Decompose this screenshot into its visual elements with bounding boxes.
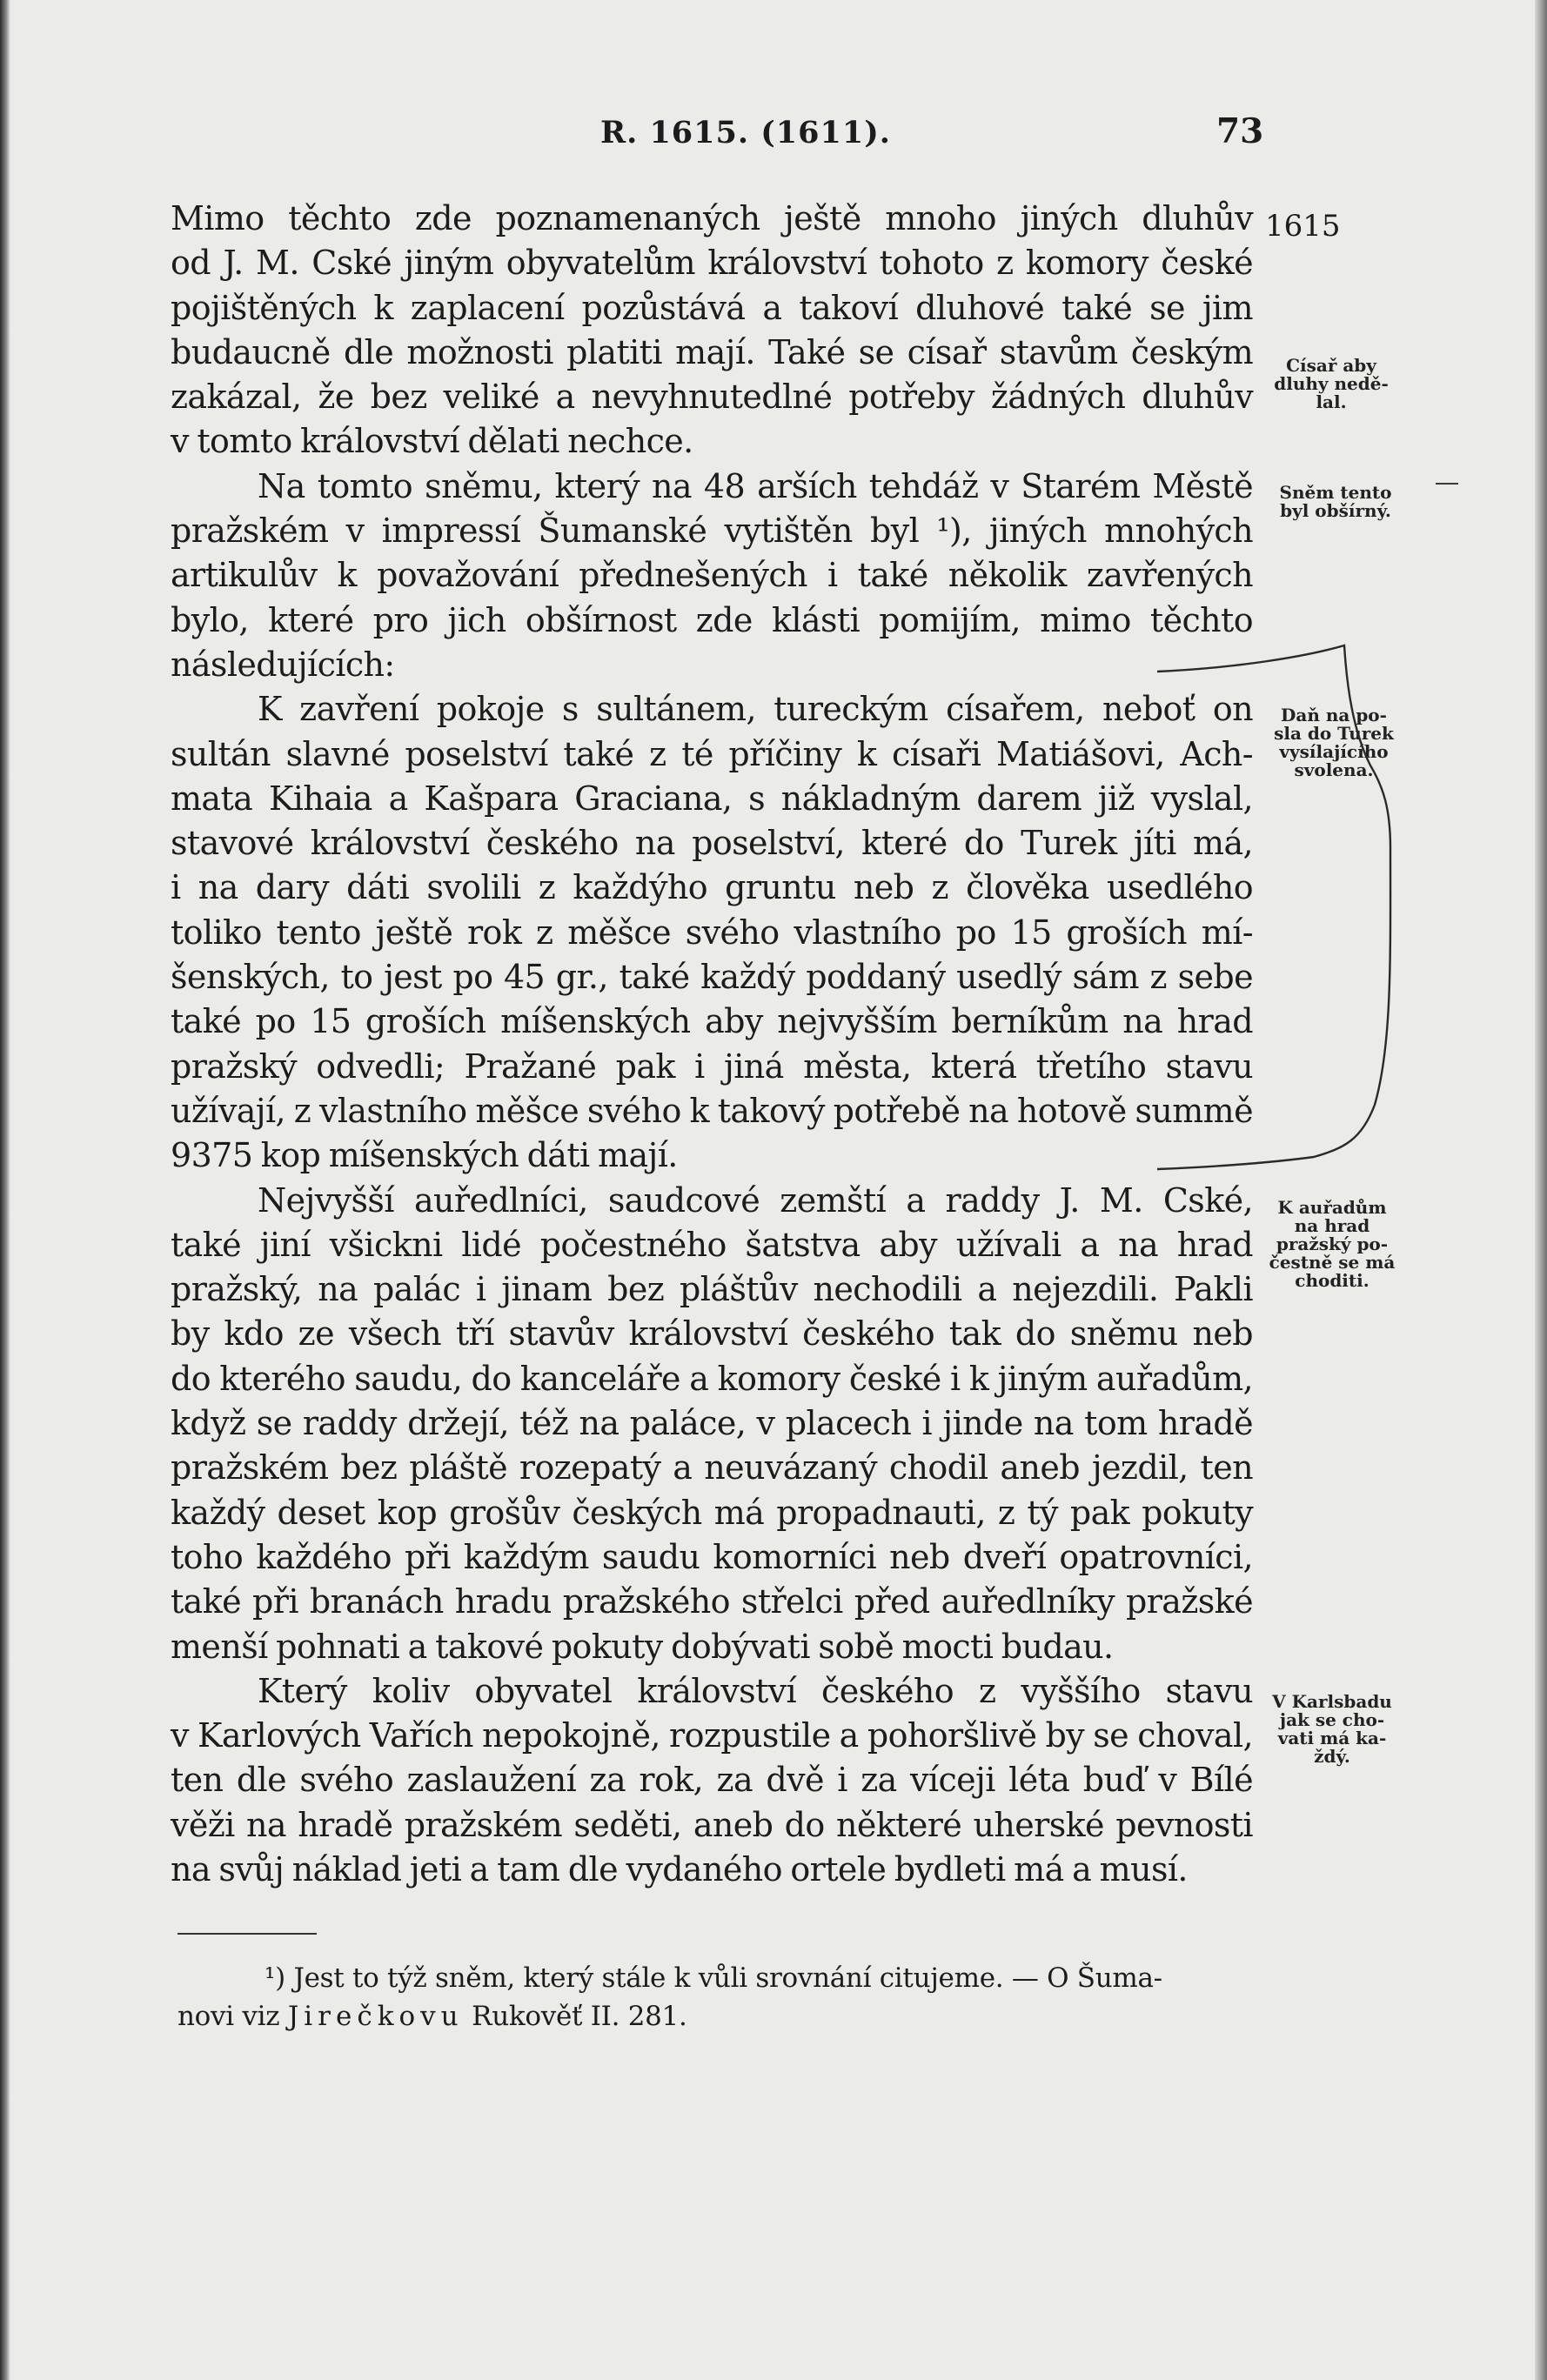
footnote-author: Jirečkovu xyxy=(287,2001,464,2032)
footnote-line xyxy=(177,1997,1249,2036)
margin-note-line: V Karlsbadu xyxy=(1272,1691,1392,1712)
text-line: toliko tento ještě rok z měšce svého vlastního po 15 groších mí- xyxy=(171,913,1253,952)
text-line: pražském bez pláště rozepatý a neuvázaný chodil aneb jezdil, ten xyxy=(171,1448,1253,1488)
margin-note-line: vysílajícího xyxy=(1279,741,1389,762)
text-line: také po 15 groších míšenských aby nejvyšším berníkům na hrad xyxy=(171,1002,1253,1041)
margin-note-line: choditi. xyxy=(1295,1270,1370,1291)
footnote-text: Rukověť II. 281. xyxy=(463,2001,687,2032)
footnote-text: novi viz xyxy=(177,2001,288,2032)
text-line: Na tomto sněmu, který na 48 arších tehdáž v Starém Městě xyxy=(258,466,1253,505)
text-line: pojištěných k zaplacení pozůstává a takoví dluhové také se jim xyxy=(171,288,1253,327)
text-line: pražský odvedli; Pražané pak i jiná města, která třetího stavu xyxy=(171,1046,1253,1086)
text-line: toho každého při každým saudu komorníci neb dveří opatrovníci, xyxy=(171,1537,1253,1576)
text-line: také jiní všickni lidé počestného šatstva aby užívali a na hrad xyxy=(171,1225,1253,1264)
text-line: zakázal, že bez veliké a nevyhnutedlné potřeby žádných dluhův xyxy=(171,378,1253,417)
margin-note-line: vati má ka- xyxy=(1277,1728,1387,1748)
margin-note-line: svolena. xyxy=(1294,759,1374,780)
text-line: Nejvyšší auředlníci, saudcové zemští a raddy J. M. Cské, xyxy=(258,1180,1253,1220)
margin-note-line: Sněm tento xyxy=(1279,482,1392,503)
text-line: věži na hradě pražském seděti, aneb do některé uherské pevnosti xyxy=(171,1805,1253,1844)
text-line: každý deset kop grošův českých má propadnauti, z tý pak pokuty xyxy=(171,1493,1253,1532)
margin-note-line: na hrad xyxy=(1294,1215,1370,1236)
text-line: 9375 kop míšenských dáti mají. xyxy=(171,1136,678,1175)
page-number: 73 xyxy=(1216,111,1264,151)
text-line: v Karlových Vařích nepokojně, rozpustile a pohoršlivě by se choval, xyxy=(171,1716,1253,1755)
margin-note-line: byl obšírný. xyxy=(1280,500,1391,521)
text-line: šenských, to jest po 45 gr., také každý poddaný usedlý sám z sebe xyxy=(171,958,1253,997)
text-line: následujících: xyxy=(171,645,395,684)
text-line: artikulův k považování přednešených i také několik zavřených xyxy=(171,556,1253,595)
text-line: na svůj náklad jeti a tam dle vydaného ortele bydleti má a musí. xyxy=(171,1849,1188,1889)
text-line: by kdo ze všech tří stavův království českého tak do sněmu neb xyxy=(171,1314,1253,1354)
text-line: užívají, z vlastního měšce svého k takový potřebě na hotově summě xyxy=(171,1091,1253,1130)
text-line: pražském v impressí Šumanské vytištěn byl ¹), jiných mnohých xyxy=(171,511,1253,551)
margin-note-line: čestně se má xyxy=(1269,1252,1396,1273)
text-line: mata Kihaia a Kašpara Graciana, s nákladným darem již vyslal, xyxy=(171,779,1253,818)
text-line: když se raddy držejí, též na paláce, v placech i jinde na tom hradě xyxy=(171,1404,1253,1443)
footnote-line: ¹) Jest to týž sněm, který stále k vůli srovnání citujeme. — O Šuma- xyxy=(265,1962,1162,1994)
text-line: K zavření pokoje s sultánem, tureckým císařem, neboť on xyxy=(258,690,1253,729)
text-line: do kterého saudu, do kanceláře a komory české i k jiným auřadům, xyxy=(171,1359,1253,1398)
text-line: ten dle svého zaslaužení za rok, za dvě i za víceji léta buď v Bílé xyxy=(171,1761,1253,1800)
text-line: od J. M. Cské jiným obyvatelům království tohoto z komory české xyxy=(171,244,1253,283)
margin-note-line: Císař aby xyxy=(1286,355,1376,376)
text-line: budaucně dle možnosti platiti mají. Také se císař stavům českým xyxy=(171,332,1253,371)
text-line: v tomto království dělati nechce. xyxy=(171,422,693,461)
text-line: také při branách hradu pražského střelci před auředlníky pražské xyxy=(171,1582,1253,1621)
margin-note-line: dluhy nedě- xyxy=(1274,373,1389,394)
margin-note-line: pražský po- xyxy=(1276,1233,1389,1254)
margin-note-line: sla do Turek xyxy=(1274,723,1394,744)
text-line: i na dary dáti svolili z každýho gruntu neb z člověka usedlého xyxy=(171,868,1253,907)
text-line: stavové království českého na poselství, které do Turek jíti má, xyxy=(171,824,1253,863)
margin-note-line: Daň na po- xyxy=(1281,705,1387,725)
text-line: bylo, které pro jich obšírnost zde klásti pomijím, mimo těchto xyxy=(171,600,1253,639)
margin-note-line: ždý. xyxy=(1314,1746,1350,1767)
text-line: sultán slavné poselství také z té příčiny k císaři Matiášovi, Ach- xyxy=(171,734,1253,773)
margin-note-line: K auřadům xyxy=(1277,1197,1387,1218)
footnote-rule xyxy=(177,1933,317,1935)
text-line: Mimo těchto zde poznamenaných ještě mnoho jiných dluhův xyxy=(171,199,1253,237)
text-line: Který koliv obyvatel království českého z vyššího stavu xyxy=(258,1671,1253,1710)
text-line: pražský, na palác i jinam bez pláštův nechodili a nejezdili. Pakli xyxy=(171,1270,1253,1309)
margin-note-line: jak se cho- xyxy=(1279,1709,1385,1730)
footnotes xyxy=(177,1959,1249,2036)
running-head: R. 1615. (1611). xyxy=(600,115,891,150)
margin-note-line: lal. xyxy=(1316,391,1347,412)
text-line: menší pohnati a takové pokuty dobývati sobě mocti budau. xyxy=(171,1627,1114,1666)
margin-year: 1615 xyxy=(1265,209,1341,244)
